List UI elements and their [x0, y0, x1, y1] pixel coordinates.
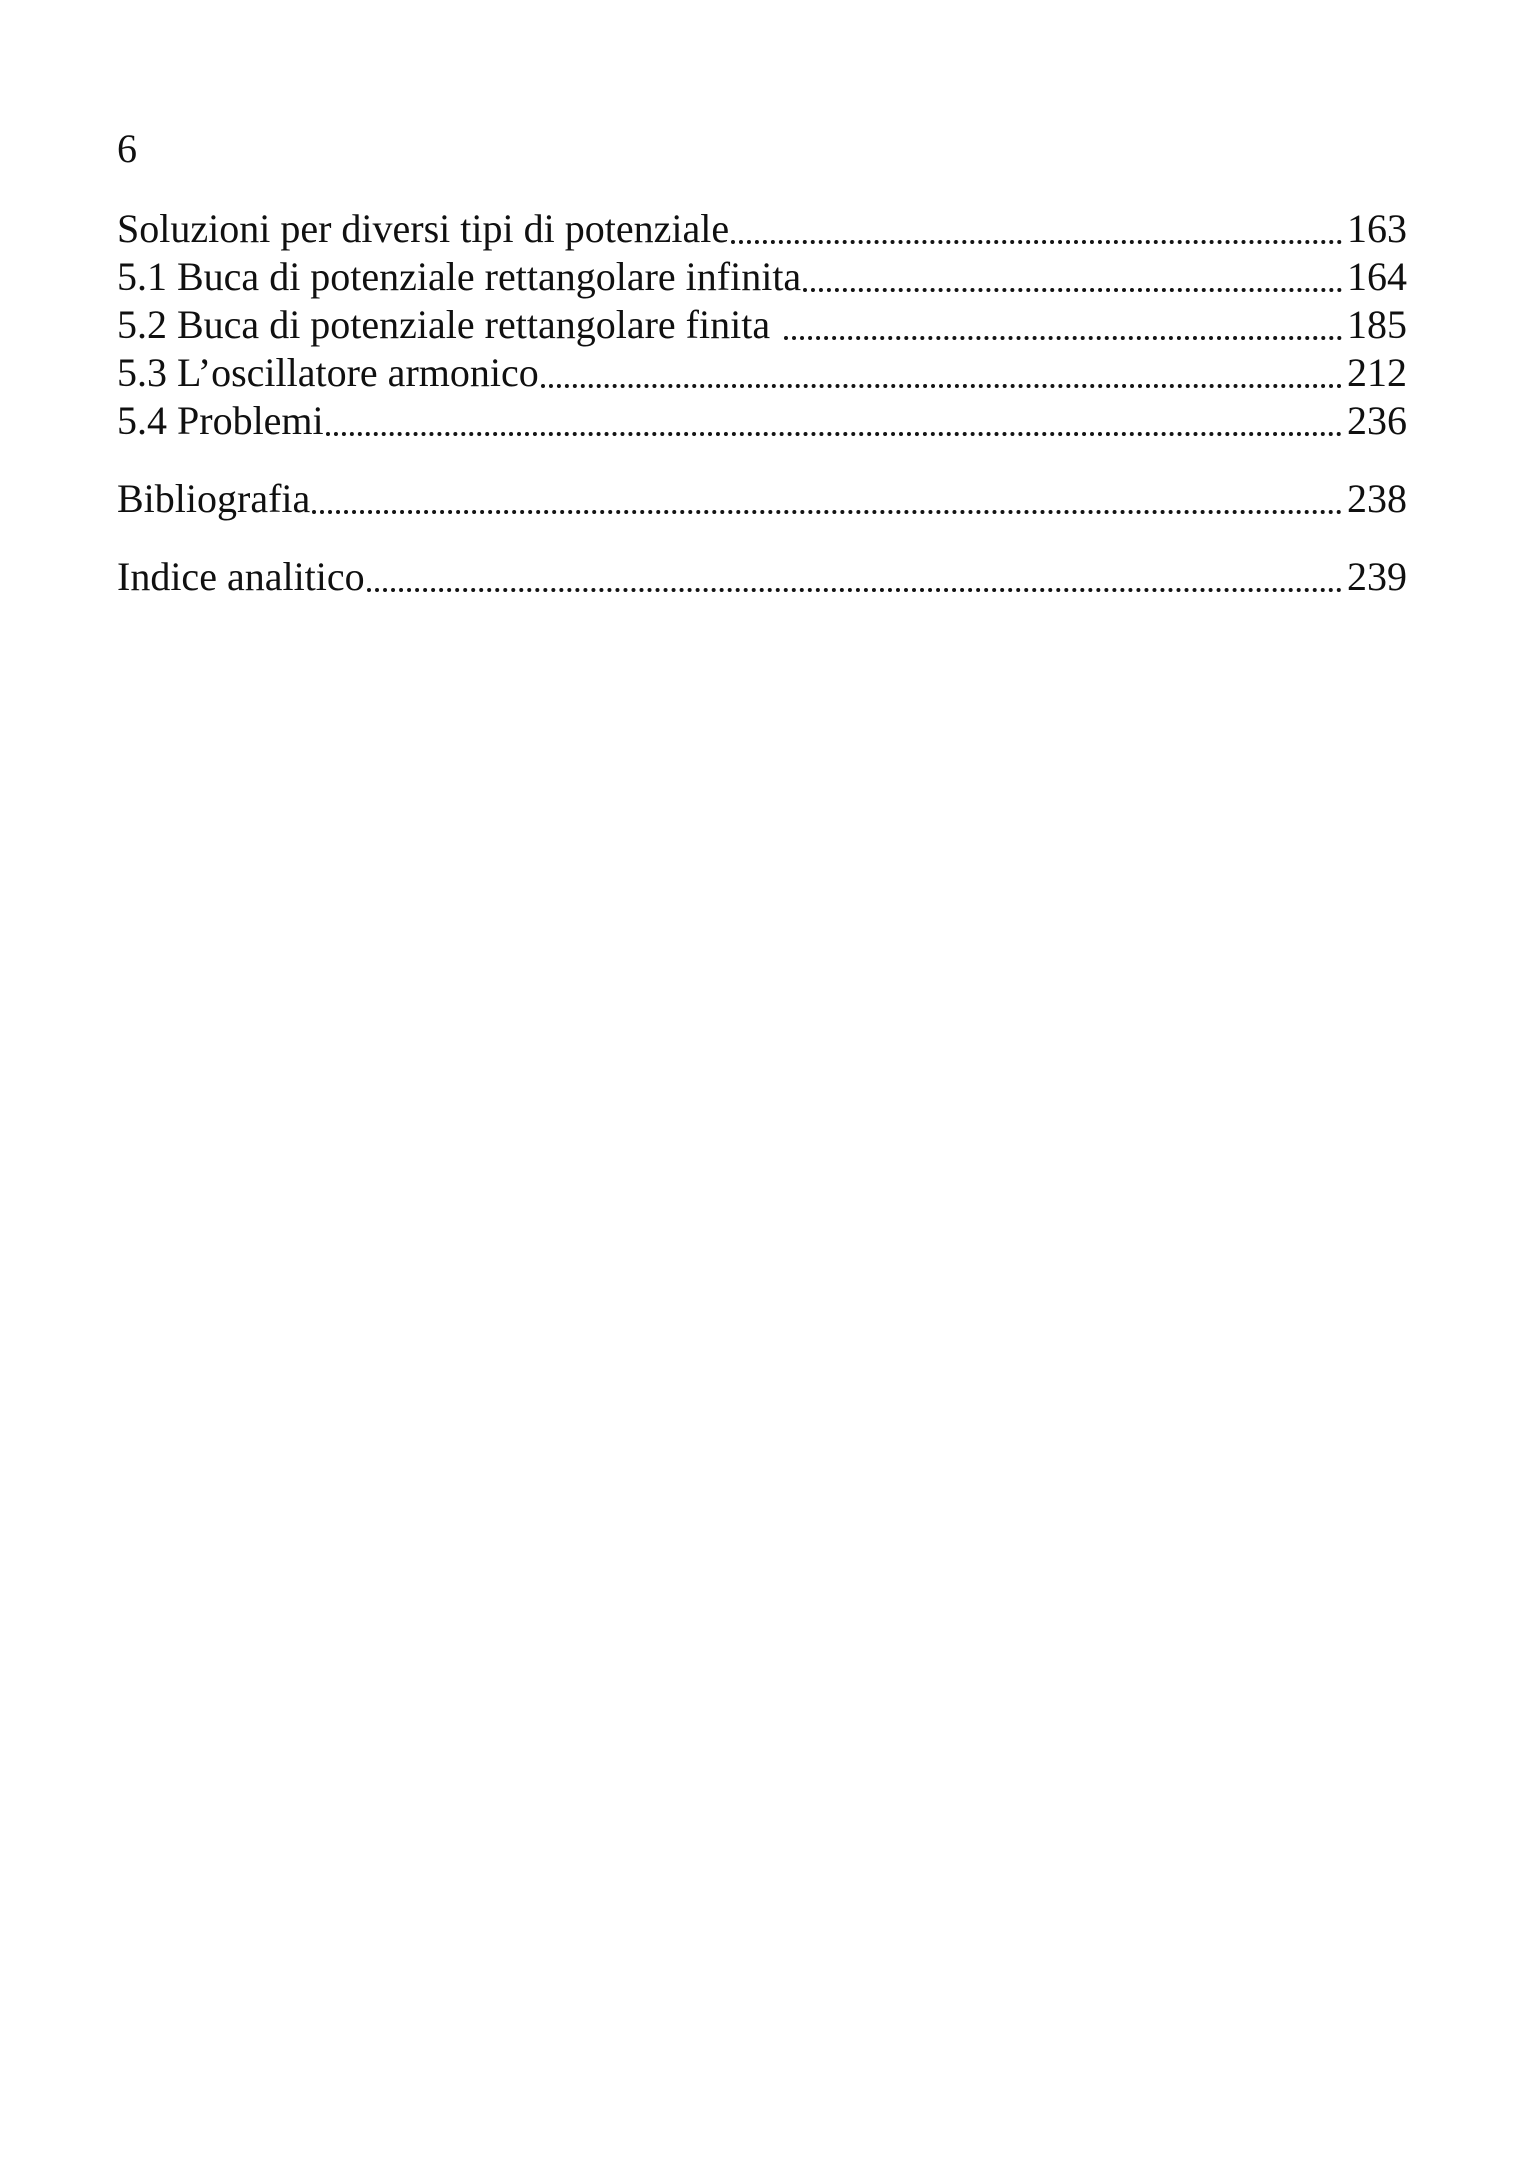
toc-entry-page-number: 236: [1347, 398, 1407, 443]
dot-leader: [541, 384, 1342, 388]
toc-entry-label: Bibliografia: [117, 476, 311, 521]
toc-entry: [117, 475, 1407, 523]
toc-entry-label: 5.1 Buca di potenziale rettangolare infinita: [117, 254, 802, 299]
dot-leader: [784, 336, 1342, 340]
dot-leader: [731, 240, 1342, 244]
toc-entry: [117, 253, 1407, 301]
toc-entry-label: 5.2 Buca di potenziale rettangolare finita: [117, 302, 771, 347]
dot-leader: [312, 510, 1342, 514]
dot-leader: [367, 588, 1342, 592]
toc-entry-page-number: 164: [1347, 254, 1407, 299]
toc-entry-page-number: 185: [1347, 302, 1407, 347]
toc-entry-label: Soluzioni per diversi tipi di potenziale: [117, 206, 730, 251]
toc-entry: [117, 397, 1407, 445]
dot-leader: [803, 288, 1342, 292]
toc-entry-label: 5.4 Problemi: [117, 398, 324, 443]
toc-entry-label: Indice analitico: [117, 554, 365, 599]
toc-entry: [117, 349, 1407, 397]
dot-leader: [326, 432, 1342, 436]
toc-entry: [117, 301, 1407, 349]
toc-entry-page-number: 212: [1347, 350, 1407, 395]
toc-list: [117, 205, 1407, 601]
toc-entry-page-number: 239: [1347, 554, 1407, 599]
toc-entry-page-number: 238: [1347, 476, 1407, 521]
toc-entry-page-number: 163: [1347, 206, 1407, 251]
toc-entry-label: 5.3 L’oscillatore armonico: [117, 350, 539, 395]
page-number: 6: [117, 126, 137, 171]
toc-entry: [117, 205, 1407, 253]
toc-entry: [117, 553, 1407, 601]
